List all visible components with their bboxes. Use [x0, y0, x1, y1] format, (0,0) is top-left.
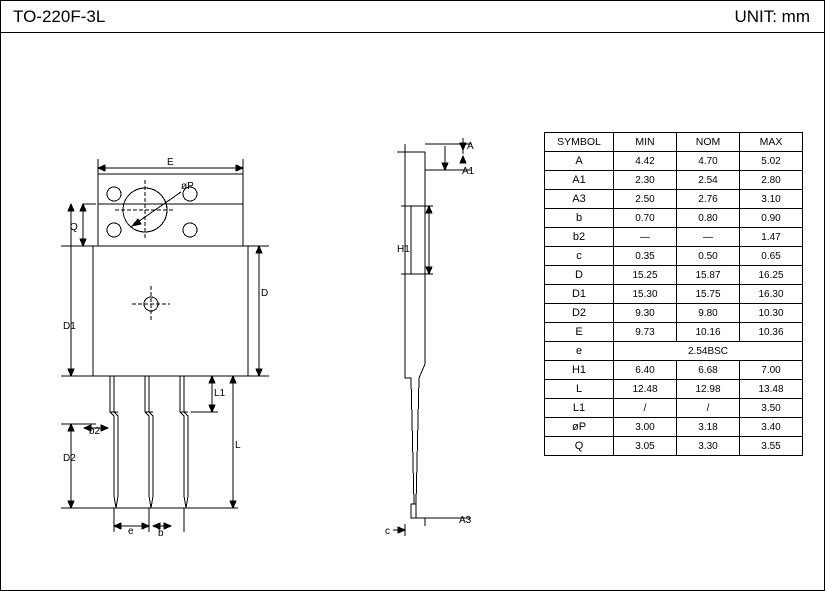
cell-min: 9.73: [614, 323, 677, 342]
cell-nom: 15.87: [677, 266, 740, 285]
label-A3: A3: [459, 515, 472, 526]
cell-symbol: e: [545, 342, 614, 361]
table-row: [545, 380, 803, 399]
table-row: [545, 285, 803, 304]
column-header-symbol: SYMBOL: [545, 133, 614, 152]
cell-min: 4.42: [614, 152, 677, 171]
cell-max: 2.80: [740, 171, 803, 190]
cell-symbol: L: [545, 380, 614, 399]
cell-symbol: A3: [545, 190, 614, 209]
label-D1: D1: [63, 321, 76, 332]
label-L1: L1: [214, 388, 226, 399]
cell-symbol: E: [545, 323, 614, 342]
cell-min: 9.30: [614, 304, 677, 323]
cell-nom: 6.68: [677, 361, 740, 380]
label-A1: A1: [462, 166, 475, 177]
table-row: [545, 228, 803, 247]
table-row: [545, 361, 803, 380]
cell-max: 16.30: [740, 285, 803, 304]
cell-min: —: [614, 228, 677, 247]
cell-nom: 9.80: [677, 304, 740, 323]
label-e: e: [128, 526, 134, 537]
label-D2: D2: [63, 453, 76, 464]
cell-min: 2.30: [614, 171, 677, 190]
cell-nom: 4.70: [677, 152, 740, 171]
cell-max: 13.48: [740, 380, 803, 399]
cell-max: 3.50: [740, 399, 803, 418]
label-b2: b2: [89, 426, 101, 437]
cell-nom: 2.76: [677, 190, 740, 209]
table-row: [545, 266, 803, 285]
cell-min: 3.05: [614, 437, 677, 456]
cell-nom: 10.16: [677, 323, 740, 342]
cell-symbol: Q: [545, 437, 614, 456]
table-row: [545, 190, 803, 209]
label-b: b: [158, 528, 164, 539]
cell-symbol: A: [545, 152, 614, 171]
cell-symbol: H1: [545, 361, 614, 380]
cell-min: 15.30: [614, 285, 677, 304]
label-L: L: [235, 440, 241, 451]
cell-max: 7.00: [740, 361, 803, 380]
page-title: TO-220F-3L: [13, 7, 106, 26]
cell-max: 10.36: [740, 323, 803, 342]
cell-symbol: A1: [545, 171, 614, 190]
column-header-nom: NOM: [677, 133, 740, 152]
table-row: [545, 437, 803, 456]
cell-min: 2.50: [614, 190, 677, 209]
cell-min: 12.48: [614, 380, 677, 399]
cell-min: 3.00: [614, 418, 677, 437]
table-row: [545, 399, 803, 418]
cell-max: 3.10: [740, 190, 803, 209]
label-c: c: [385, 526, 390, 537]
label-E: E: [167, 157, 174, 168]
cell-nom: /: [677, 399, 740, 418]
cell-max: 3.55: [740, 437, 803, 456]
cell-max: 16.25: [740, 266, 803, 285]
cell-max: 5.02: [740, 152, 803, 171]
cell-symbol: D1: [545, 285, 614, 304]
unit-label: UNIT: mm: [734, 7, 810, 26]
dimension-table: [544, 132, 803, 456]
label-D: D: [261, 288, 269, 299]
label-Q: Q: [70, 222, 78, 233]
cell-nom: 0.50: [677, 247, 740, 266]
cell-min: 0.70: [614, 209, 677, 228]
cell-symbol: D: [545, 266, 614, 285]
cell-nom: 2.54: [677, 171, 740, 190]
cell-min: 15.25: [614, 266, 677, 285]
column-header-min: MIN: [614, 133, 677, 152]
cell-symbol: c: [545, 247, 614, 266]
table-row: [545, 304, 803, 323]
cell-max: 10.30: [740, 304, 803, 323]
cell-nom: 12.98: [677, 380, 740, 399]
cell-min: 6.40: [614, 361, 677, 380]
table-row: [545, 171, 803, 190]
table-row: [545, 418, 803, 437]
table-row: [545, 323, 803, 342]
cell-nom: 15.75: [677, 285, 740, 304]
cell-symbol: øP: [545, 418, 614, 437]
cell-symbol: D2: [545, 304, 614, 323]
cell-min: 0.35: [614, 247, 677, 266]
table-row: [545, 342, 803, 361]
cell-nom: 3.18: [677, 418, 740, 437]
cell-max: 0.65: [740, 247, 803, 266]
cell-max: 0.90: [740, 209, 803, 228]
column-header-max: MAX: [740, 133, 803, 152]
cell-min: /: [614, 399, 677, 418]
header-bar: [1, 1, 824, 33]
table-row: [545, 209, 803, 228]
table-header-row: [545, 133, 803, 152]
cell-symbol: b: [545, 209, 614, 228]
cell-symbol: b2: [545, 228, 614, 247]
table-row: [545, 152, 803, 171]
cell-nom: —: [677, 228, 740, 247]
cell-symbol: L1: [545, 399, 614, 418]
table-row: [545, 247, 803, 266]
cell-max: 1.47: [740, 228, 803, 247]
cell-max: 3.40: [740, 418, 803, 437]
cell-nom: 0.80: [677, 209, 740, 228]
drawing-canvas: [1, 34, 824, 590]
cell-nom: 3.30: [677, 437, 740, 456]
label-A: A: [467, 141, 474, 152]
label-H1: H1: [397, 244, 410, 255]
label-phi-P: øP: [181, 181, 194, 192]
cell-span: 2.54BSC: [614, 342, 803, 361]
